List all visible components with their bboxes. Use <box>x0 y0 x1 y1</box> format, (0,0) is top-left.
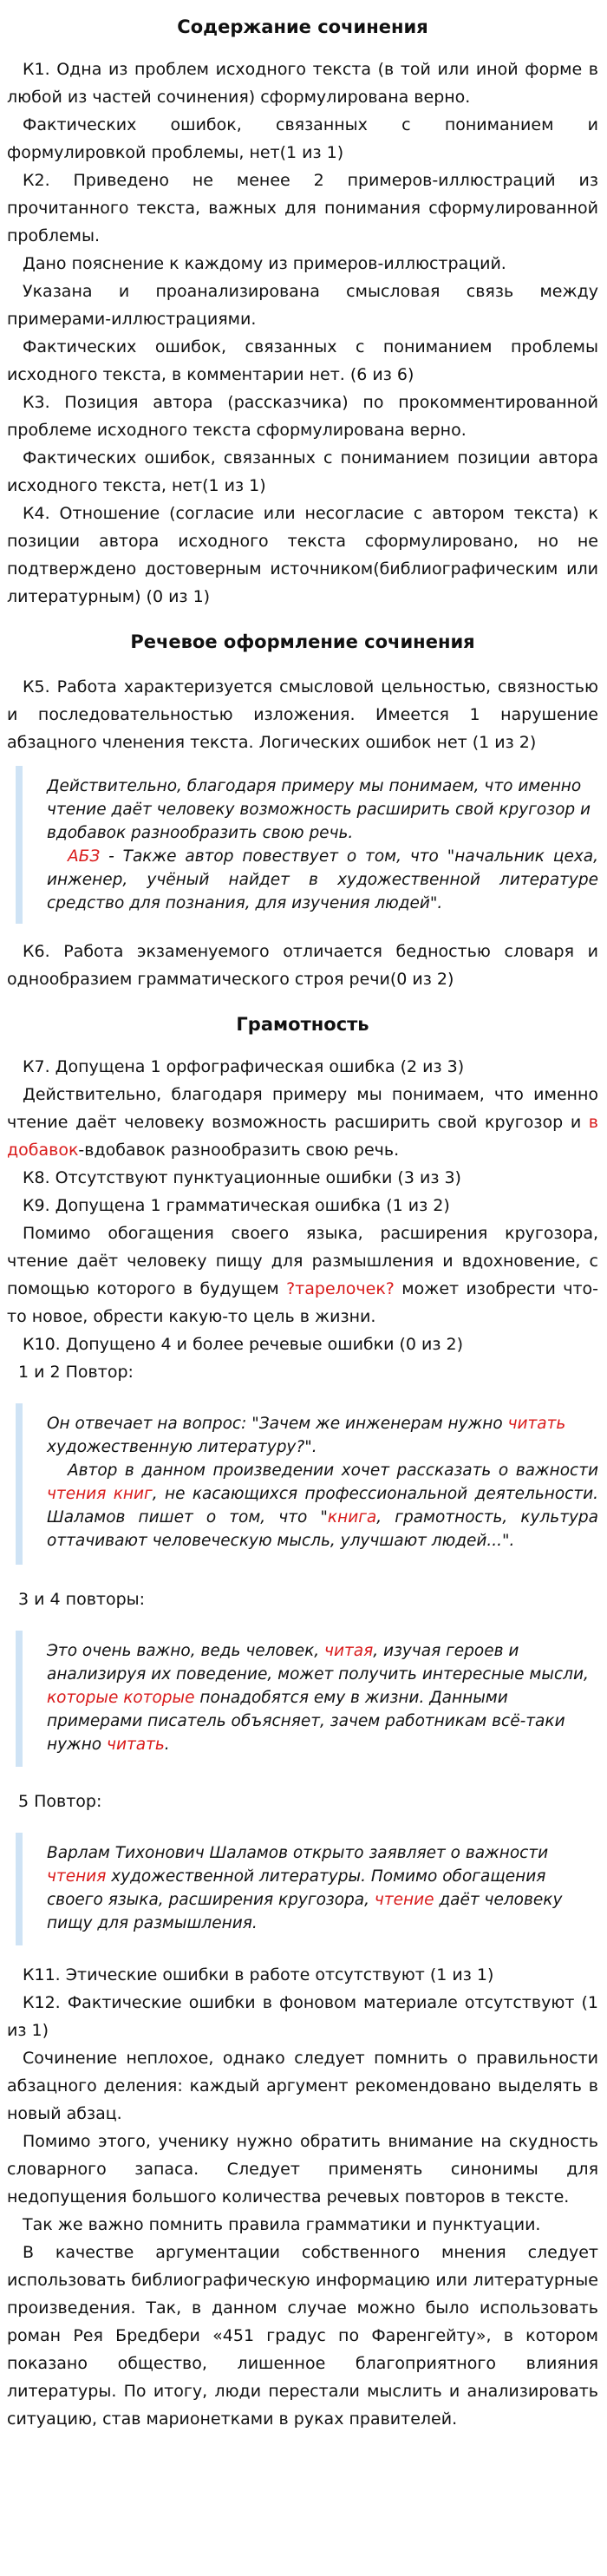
grammar-error: ?тарелочек? <box>286 1279 395 1298</box>
criterion-k1-errors: Фактических ошибок, связанных с пониманием и формулировкой проблемы, нет(1 из 1) <box>7 115 598 162</box>
criterion-k3-errors: Фактических ошибок, связанных с пониманием позиции автора исходного текста, нет(1 из 1) <box>7 448 598 495</box>
section-title-speech: Речевое оформление сочинения <box>130 631 475 652</box>
text-part: художественную литературу?". <box>47 1438 317 1456</box>
comment-grammar: Так же важно помнить правила грамматики и пунктуации. <box>23 2215 541 2234</box>
text-part: -вдобавок разнообразить свою речь. <box>78 1141 400 1160</box>
criterion-k12-text: К12. Фактические ошибки в фоновом материале отсутствуют (1 из 1) <box>7 1993 598 2040</box>
repeated-word: читать <box>107 1736 165 1754</box>
text-part: Автор в данном произведении хочет рассказать о важности <box>68 1461 598 1480</box>
text-part: , не касающихся профессиональной деятельности. Шаламов пишет о том, что " <box>47 1485 598 1527</box>
text-part: художественной литературы. Помимо обогащения своего языка, расширения кругозора, <box>47 1867 546 1909</box>
repetition-label-5: 5 Повтор: <box>18 1792 102 1811</box>
quote-text <box>47 1841 598 1935</box>
text-part: Он отвечает на вопрос: "Зачем же инженерам нужно <box>47 1415 508 1433</box>
text-part: Варлам Тихонович Шаламов открыто заявляет о важности <box>47 1844 549 1862</box>
repeated-word: чтения <box>47 1867 107 1886</box>
repeated-word: читая <box>324 1642 374 1660</box>
section-title-literacy: Грамотность <box>236 1014 369 1035</box>
quote-paragraph-break <box>16 766 598 924</box>
text-part: понадобятся ему в жизни. Данными примерами писатель объясняет, зачем работникам всё-таки нужно <box>47 1689 565 1754</box>
criterion-k2-link: Указана и проанализирована смысловая связь между примерами-иллюстрациями. <box>7 282 598 329</box>
criterion-k9-example <box>7 1219 598 1330</box>
text-part: Действительно, благодаря примеру мы понимаем, что именно чтение даёт человеку возможность расширить свой кругозор и <box>7 1085 598 1132</box>
text-part: может изобрести что-то новое, обрести какую-то цель в жизни. <box>7 1279 598 1326</box>
repeated-word: чтение <box>374 1891 434 1909</box>
criterion-k11-text: К11. Этические ошибки в работе отсутствуют (1 из 1) <box>23 1965 494 1984</box>
paragraph-mark: АБЗ <box>68 847 101 866</box>
criterion-k6-text: К6. Работа экзаменуемого отличается бедностью словаря и однообразием грамматического строя речи(0 из 2) <box>7 942 598 989</box>
criterion-k9-text: К9. Допущена 1 грамматическая ошибка (1 из 2) <box>23 1196 450 1215</box>
criterion-k4-text: К4. Отношение (согласие или несогласие с автором текста) к позиции автора исходного текста сформулировано, но не подтверждено достоверным источником(библиографическим или литературным) (0 из 1) <box>7 504 598 606</box>
criterion-k2-text: К2. Приведено не менее 2 примеров-иллюстраций из прочитанного текста, важных для понимания сформулированной проблемы. <box>7 171 598 245</box>
section-title-content: Содержание сочинения <box>177 16 428 37</box>
quote-repetition-5 <box>16 1833 598 1945</box>
criterion-k5-text: К5. Работа характеризуется смысловой цельностью, связностью и последовательностью изложения. Имеется 1 нарушение абзацного членения текста. Логических ошибок нет (1 из 2) <box>7 677 598 752</box>
criterion-k7-example <box>7 1081 598 1164</box>
repeated-word: которые которые <box>47 1689 195 1707</box>
quote-text-marked <box>47 845 598 915</box>
comment-paragraphs: Сочинение неплохое, однако следует помнить о правильности абзацного деления: каждый аргумент рекомендовано выделять в новый абзац. <box>7 2049 598 2123</box>
quote-repetition-3-4 <box>16 1631 598 1767</box>
quote-text: Действительно, благодаря примеру мы понимаем, что именно чтение даёт человеку возможность расширить свой кругозор и вдобавок разнообразить свою речь. <box>47 777 591 842</box>
repeated-word: читать <box>507 1415 566 1433</box>
comment-arguments: В качестве аргументации собственного мнения следует использовать библиографическую информацию или литературные произведения. Так, в данном случае можно было использовать роман Рея Бредбери «451 градус по Фаренгейту», в котором показано общество, лишенное благоприятного влияния литературы. По итогу, люди перестали мыслить и анализировать ситуацию, став марионетками в руках правителей. <box>7 2243 598 2429</box>
text-part: . <box>164 1736 170 1754</box>
text-part: Это очень важно, ведь человек, <box>47 1642 325 1660</box>
repeated-word: книга <box>327 1508 377 1527</box>
repetition-label-1-2: 1 и 2 Повтор: <box>18 1363 134 1382</box>
criterion-k7-text: К7. Допущена 1 орфографическая ошибка (2 из 3) <box>23 1057 465 1076</box>
text-part: , грамотность, культура оттачивают человеческую мысль, улучшают людей...". <box>47 1508 598 1550</box>
comment-vocabulary: Помимо этого, ученику нужно обратить внимание на скудность словарного запаса. Следует применять синонимы для недопущения большого количества речевых повторов в тексте. <box>7 2132 598 2207</box>
criterion-k8-text: К8. Отсутствуют пунктуационные ошибки (3 из 3) <box>23 1168 461 1187</box>
text-part: даёт человеку пищу для размышления. <box>47 1891 563 1932</box>
text-part: , изучая героев и анализируя их поведение, может получить интересные мысли, <box>47 1642 589 1684</box>
text-part: Помимо обогащения своего языка, расширения кругозора, чтение даёт человеку пищу для размышления и вдохновение, с помощью которого в будущем <box>7 1224 598 1298</box>
repetition-label-3-4: 3 и 4 повторы: <box>18 1590 146 1609</box>
criterion-k10-text: К10. Допущено 4 и более речевые ошибки (0 из 2) <box>23 1335 464 1354</box>
quote-text-part: - Также автор повествует о том, что "начальник цеха, инженер, учёный найдет в художественной литературе средство для познания, для изучения людей". <box>47 847 598 912</box>
criterion-k2-explanation: Дано пояснение к каждому из примеров-иллюстраций. <box>23 254 506 273</box>
quote-text <box>47 1412 598 1459</box>
criterion-k2-errors: Фактических ошибок, связанных с пониманием проблемы исходного текста, в комментарии нет. (6 из 6) <box>7 337 598 384</box>
repeated-word: чтения книг <box>47 1485 153 1503</box>
criterion-k3-text: К3. Позиция автора (рассказчика) по прокомментированной проблеме исходного текста сформулирована верно. <box>7 393 598 440</box>
quote-text <box>47 1459 598 1553</box>
quote-text <box>47 1639 598 1756</box>
criterion-k1-text: К1. Одна из проблем исходного текста (в той или иной форме в любой из частей сочинения) сформулирована верно. <box>7 60 598 107</box>
quote-repetition-1-2 <box>16 1403 598 1565</box>
spelling-error: в добавок <box>7 1113 598 1160</box>
